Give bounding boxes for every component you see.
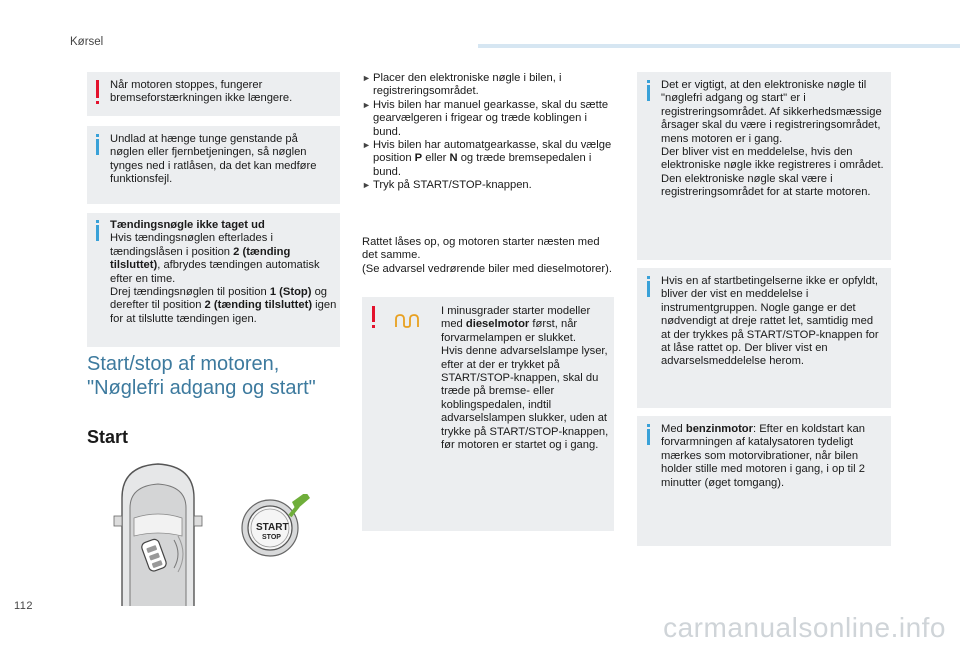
exclamation-dot <box>372 325 375 328</box>
page-number: 112 <box>14 600 34 612</box>
info-icon <box>647 429 650 445</box>
info-icon <box>96 139 99 155</box>
arrow-right-icon: ► <box>362 140 371 151</box>
list-item: ► Tryk på START/STOP-knappen. <box>362 179 532 192</box>
info-text-keyring: Undlad at hænge tunge genstande på nøglen eller fjernbetjeningen, så nøglen tynges ned i ratlåsen, da det kan medføre funktionsfejl. <box>110 133 317 186</box>
info-icon <box>647 281 650 297</box>
subheading-start: Start <box>87 427 129 447</box>
exclamation-dot <box>96 101 99 104</box>
info-text-key-zone: Det er vigtigt, at den elektroniske nøgle til "nøglefri adgang og start" er i registreringsområdet. Af sikkerhedsmæssige årsager skal du være i registreringsområdet, mens motoren er i gang. Der bliver vist en meddelelse, hvis den elektroniske nøgle ikke registreres i området. Den elektroniske nøgle skal være i registreringsområdet for at starte motoren. <box>661 79 884 199</box>
info-text-start-conditions: Hvis en af startbetingelserne ikke er opfyldt, bliver der vist en meddelelse i instrumentgruppen. Nogle gange er det nødvendigt at dreje rattet let, samtidig med at der trykkes på START/STOP-knappen for at låse rattet op. Der bliver vist en advarselsmeddelelse herom. <box>661 275 879 368</box>
info-icon-dot <box>96 134 99 137</box>
body-text: Rattet låses op, og motoren starter næsten med det samme. (Se advarsel vedrørende biler med dieselmotorer). <box>362 236 612 275</box>
info-icon-dot <box>647 424 650 427</box>
info-icon <box>647 85 650 101</box>
info-icon-dot <box>647 276 650 279</box>
exclamation-icon <box>372 306 375 322</box>
arrow-right-icon: ► <box>362 180 371 191</box>
info-icon-dot <box>96 220 99 223</box>
info-icon-dot <box>647 80 650 83</box>
list-item: ► Placer den elektroniske nøgle i bilen, i registreringsområdet. <box>362 72 562 98</box>
stop-label: STOP <box>262 534 281 541</box>
info-paragraph: Hvis tændingsnøglen efterlades i tændingslåsen i position 2 (tænding tilsluttet), afbrydes tændingen automatisk efter en time. <box>110 232 320 285</box>
info-icon <box>96 225 99 241</box>
steps-list <box>362 72 612 193</box>
info-text-petrol: Med benzinmotor: Efter en koldstart kan forvarmningen af katalysatoren tydeligt mærkes som motorvibrationer, når bilen holder stille med motoren i gang, i op til 2 minutter (øget tomgang). <box>661 423 865 489</box>
info-text-ignition-key <box>110 219 338 326</box>
list-item: ► Hvis bilen har automatgearkasse, skal du vælge position P eller N og træde bremsepedalen i bund. <box>362 139 612 178</box>
arrow-right-icon: ► <box>362 99 371 110</box>
section-heading: Start/stop af motoren, "Nøglefri adgang og start" <box>87 353 316 399</box>
watermark: carmanualsonline.info <box>663 612 946 643</box>
info-paragraph: Drej tændingsnøglen til position 1 (Stop) og derefter til position 2 (tænding tilsluttet) igen for at tilslutte tændingen igen. <box>110 286 337 325</box>
info-title: Tændingsnøgle ikke taget ud <box>110 219 265 231</box>
list-item: ► Hvis bilen har manuel gearkasse, skal du sætte gearvælgeren i frigear og træde koblingen i bund. <box>362 98 609 138</box>
car-key-illustration <box>110 458 206 606</box>
section-label: Kørsel <box>70 36 104 48</box>
header-bar <box>478 44 960 48</box>
warning-text-brake: Når motoren stoppes, fungerer bremseforstærkningen ikke længere. <box>110 79 293 105</box>
glow-plug-icon <box>394 313 420 329</box>
warning-text-diesel: I minusgrader starter modeller med dieselmotor først, når forvarmelampen er slukket. Hvis denne advarselslampe lyser, efter at der er trykket på START/STOP-knappen, skal du træde på bremse- eller koblingspedalen, indtil advarselslampen slukker, uden at trykke på START/STOP-knappen, før motoren er startet og i gang. <box>441 305 609 452</box>
exclamation-icon <box>96 80 99 98</box>
arrow-right-icon: ► <box>362 73 371 83</box>
start-label: START <box>256 522 289 533</box>
